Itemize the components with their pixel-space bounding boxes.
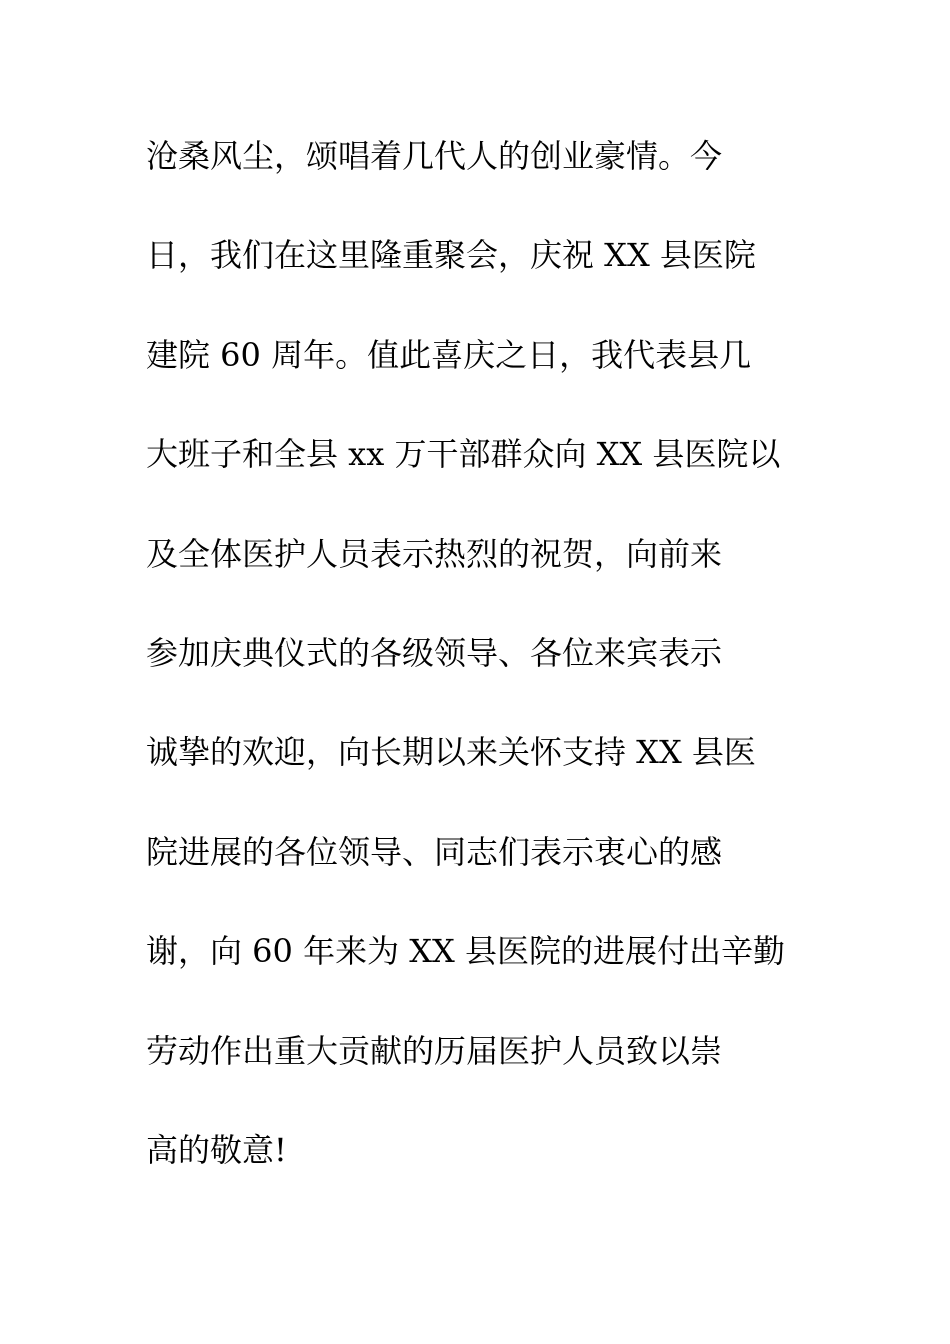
text-line: 日，我们在这里隆重聚会，庆祝 XX 县医院 [146,236,756,275]
text-line: 建院 60 周年。值此喜庆之日，我代表县几 [146,335,752,374]
text-line: 沧桑风尘，颂唱着几代人的创业豪情。今 [146,137,723,175]
text-line: 诚挚的欢迎，向长期以来关怀支持 XX 县医 [146,733,756,772]
text-line: 高的敬意! [146,1130,287,1169]
text-line: 劳动作出重大贡献的历届医护人员致以崇 [146,1031,723,1070]
text-line: 院进展的各位领导、同志们表示衷心的感 [146,832,723,871]
text-line: 及全体医护人员表示热烈的祝贺，向前来 [146,534,723,573]
body-paragraph [146,128,826,1221]
text-line: 参加庆典仪式的各级领导、各位来宾表示 [146,633,723,672]
text-line: 谢，向 60 年来为 XX 县医院的进展付出辛勤 [146,932,785,971]
text-line: 大班子和全县 xx 万干部群众向 XX 县医院以 [146,435,781,474]
